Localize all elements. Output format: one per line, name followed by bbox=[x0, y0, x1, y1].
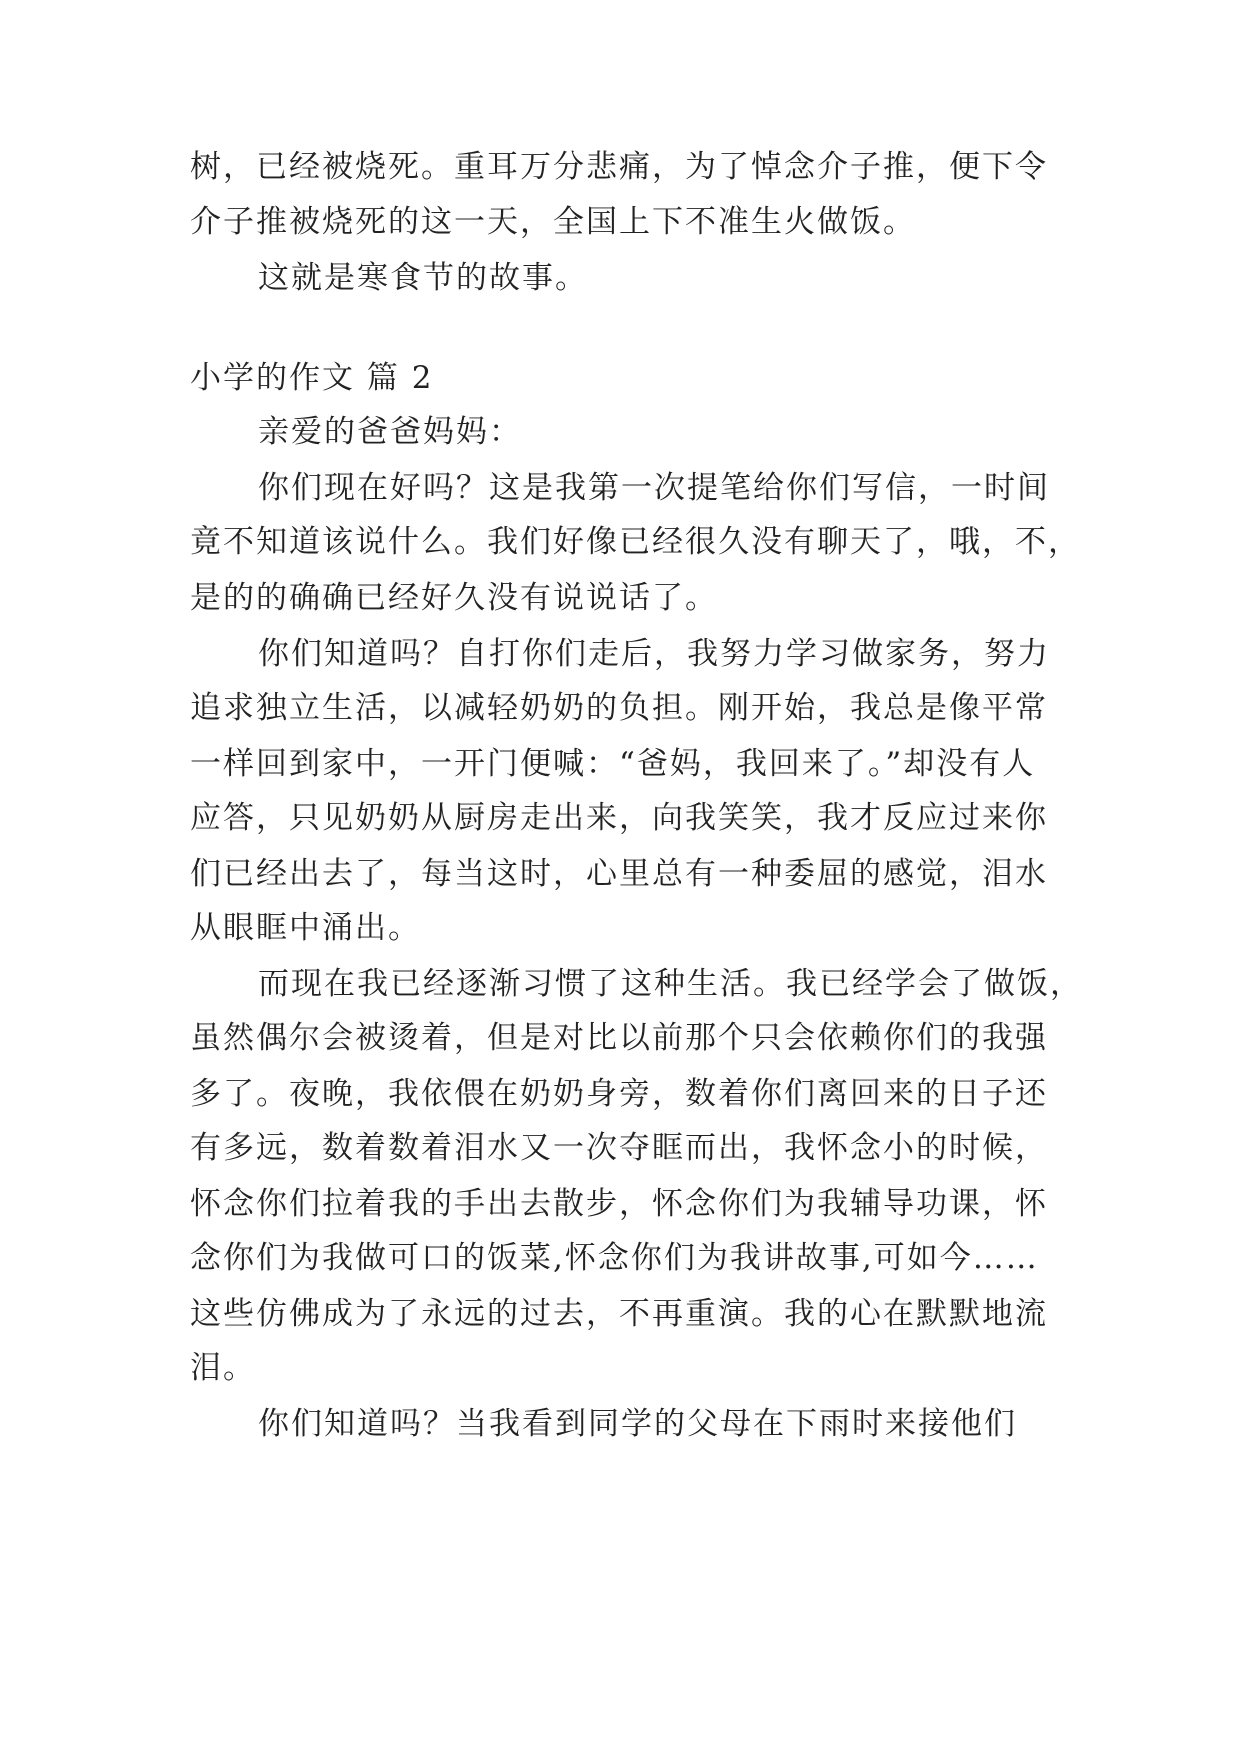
text-line: 竟不知道该说什么。我们好像已经很久没有聊天了，哦，不， bbox=[190, 524, 1081, 560]
paragraph-line: 这就是寒食节的故事。 bbox=[258, 260, 588, 296]
text-line: 一样回到家中，一开门便喊：“爸妈，我回来了。”却没有人 bbox=[190, 746, 1036, 782]
text-line: 追求独立生活，以减轻奶奶的负担。刚开始，我总是像平常 bbox=[190, 690, 1048, 726]
text-line: 虽然偶尔会被烫着，但是对比以前那个只会依赖你们的我强 bbox=[190, 1020, 1048, 1056]
text-line: 念你们为我做可口的饭菜,怀念你们为我讲故事,可如今…… bbox=[190, 1240, 1039, 1276]
text-line: 从眼眶中涌出。 bbox=[190, 910, 421, 946]
salutation: 亲爱的爸爸妈妈： bbox=[258, 414, 522, 450]
text-line: 这些仿佛成为了永远的过去，不再重演。我的心在默默地流 bbox=[190, 1296, 1048, 1332]
text-line: 树，已经被烧死。重耳万分悲痛，为了悼念介子推，便下令 bbox=[190, 149, 1048, 185]
section-heading: 小学的作文 篇 2 bbox=[190, 360, 434, 396]
text-line: 怀念你们拉着我的手出去散步，怀念你们为我辅导功课，怀 bbox=[190, 1186, 1048, 1222]
text-line: 泪。 bbox=[190, 1350, 256, 1386]
paragraph-line: 你们知道吗？自打你们走后，我努力学习做家务，努力 bbox=[258, 636, 1050, 672]
text-line: 多了。夜晚，我依偎在奶奶身旁，数着你们离回来的日子还 bbox=[190, 1076, 1048, 1112]
paragraph-line: 你们现在好吗？这是我第一次提笔给你们写信，一时间 bbox=[258, 470, 1050, 506]
text-line: 介子推被烧死的这一天，全国上下不准生火做饭。 bbox=[190, 204, 916, 240]
paragraph-line: 你们知道吗？当我看到同学的父母在下雨时来接他们 bbox=[258, 1406, 1017, 1442]
text-line: 应答，只见奶奶从厨房走出来，向我笑笑，我才反应过来你 bbox=[190, 800, 1048, 836]
text-line: 们已经出去了，每当这时，心里总有一种委屈的感觉，泪水 bbox=[190, 856, 1048, 892]
text-line: 有多远，数着数着泪水又一次夺眶而出，我怀念小的时候， bbox=[190, 1130, 1048, 1166]
paragraph-line: 而现在我已经逐渐习惯了这种生活。我已经学会了做饭， bbox=[258, 966, 1083, 1002]
text-line: 是的的确确已经好久没有说说话了。 bbox=[190, 580, 718, 616]
